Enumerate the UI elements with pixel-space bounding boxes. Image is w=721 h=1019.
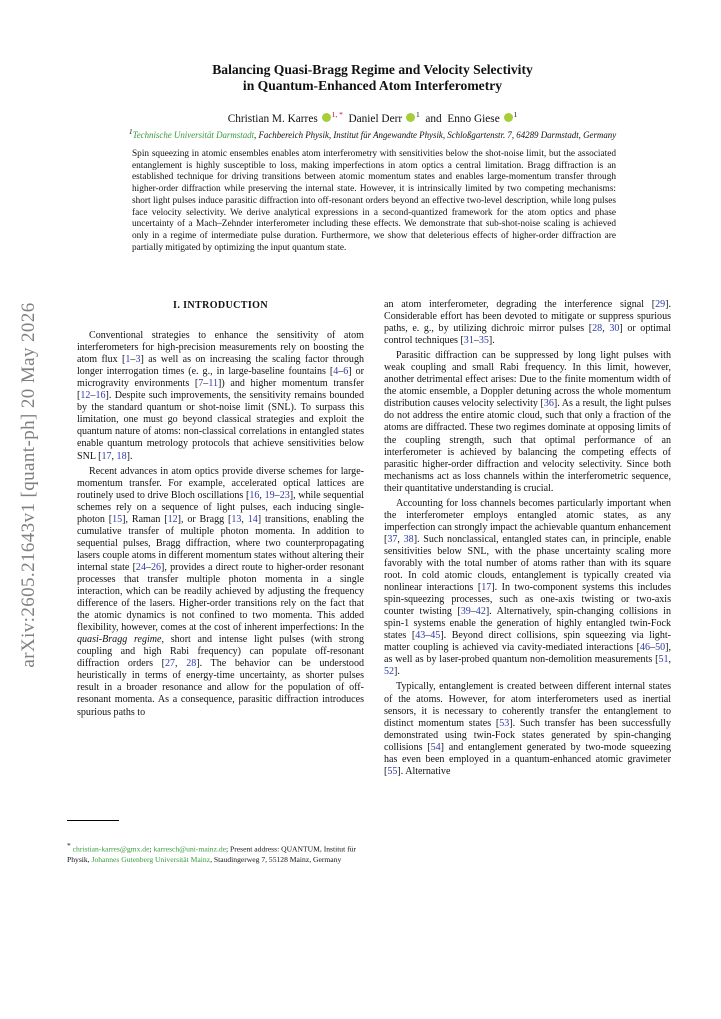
text-run: ], Raman [: [122, 513, 168, 525]
citation-link[interactable]: 35: [478, 335, 489, 347]
citation-link[interactable]: 15: [112, 513, 123, 525]
footnote-address: , Staudingerweg 7, 55128 Mainz, Germany: [210, 854, 342, 864]
text-run: –: [473, 335, 479, 347]
text-run: Accounting for loss channels becomes particularly important when the interferometer employs entangled atomic states, as any imperfection can strongly impact the achievable quantum enhancement [: [384, 497, 671, 545]
citation-link[interactable]: 6: [343, 366, 349, 378]
citation-link[interactable]: 42: [475, 606, 486, 618]
text-run: ]. As a result, the light pulses do not address the entire atomic cloud, such that only a fraction of the atoms are diffracted. These two regimes dominate at opposing limits of the coupling strength, such that optimal performance of an interferometer is achieved by balancing the competing effects of parasitic higher-order diffraction and velocity selectivity. Since both mechanisms act as loss channels within the interferometric sequence, their quantitative understanding is crucial.: [384, 398, 671, 494]
citation-link[interactable]: 28: [592, 323, 603, 335]
text-run: ].: [394, 666, 400, 678]
citation-link[interactable]: 11: [208, 378, 219, 390]
text-run: ,: [602, 323, 610, 335]
citation-link[interactable]: 12: [167, 513, 178, 525]
affiliation-address: , Fachbereich Physik, Institut für Angewandte Physik, Schloßgartenstr. 7, 64289 Darmstadt, Germany: [254, 129, 617, 140]
citation-link[interactable]: 30: [609, 323, 620, 335]
author-derr-affil: 1: [415, 110, 420, 119]
citation-link[interactable]: 13: [231, 513, 242, 525]
text-run: ].: [488, 335, 495, 347]
text-run: –: [130, 354, 136, 366]
orcid-icon[interactable]: [504, 113, 513, 122]
citation-link[interactable]: 39: [460, 606, 471, 618]
paper-title: [120, 62, 625, 94]
text-run: ,: [668, 654, 671, 666]
footnote-institution-link[interactable]: Johannes Gutenberg Universität Mainz: [91, 854, 211, 864]
arxiv-identifier: arXiv:2605.21643v1 [quant-ph] 20 May 2026: [18, 302, 39, 668]
text-run: ]. The behavior can be understood heuristically in terms of energy-time uncertainty, as shorter pulses result in a broader resonance and allow for the population of off-resonant momenta. As a consequence, parasitic diffraction introduces spurious paths to: [77, 658, 364, 718]
right-column: [384, 299, 671, 781]
text-run: ], provides a direct route to higher-order resonant processes that transfer multiple photon momenta in a single interaction, which can be readily achieved by adjusting the frequency difference of the lasers. Higher-order transitions rely on the fact that the atomic dynamics is not confined to two momenta. This added flexibility, however, comes at the cost of inherent imperfections: In the: [77, 561, 364, 634]
email-link-mainz[interactable]: karresch@uni-mainz.de: [153, 844, 227, 854]
text-run: ] or microgravity environments [: [77, 366, 365, 390]
text-run: ] or optimal control techniques [: [384, 323, 671, 347]
author-karres-affil: 1, *: [331, 110, 343, 119]
citation-link[interactable]: 19: [264, 489, 275, 501]
citation-link[interactable]: 27: [164, 658, 176, 670]
citation-link[interactable]: 43: [415, 630, 426, 642]
email-link-gmx[interactable]: christian-karres@gmx.de: [72, 844, 150, 854]
text-run: ]. Alternatively, spin-changing collisions in spin-1 systems enable the generation of highly entangled twin-Fock states [: [384, 606, 671, 642]
text-run: –: [274, 489, 280, 501]
citation-link[interactable]: 23: [279, 489, 290, 501]
text-run: –: [470, 606, 476, 618]
citation-link[interactable]: 14: [247, 513, 258, 525]
text-run: , short and intense light pulses (with strong coupling and high Rabi frequency) can populate off-resonant diffraction orders [: [77, 634, 365, 670]
text-run: ]. Beyond direct collisions, spin squeezing via light-matter coupling is achieved via cavity-mediated interactions [: [384, 630, 671, 654]
text-run: Parasitic diffraction can be suppressed by long light pulses with weak coupling and small Rabi frequency. In this limit, however, another detrimental effect arises: Due to the finite momentum width of the atomic ensemble, a Doppler detuning across the whole momentum distribution causes velocity selectivity [: [384, 350, 671, 410]
citation-link[interactable]: 16: [249, 489, 260, 501]
paragraph: [77, 330, 364, 463]
section-heading-introduction: I. INTRODUCTION: [173, 300, 268, 311]
footnote-marker: *: [67, 841, 71, 850]
text-run: ,: [241, 513, 248, 525]
citation-link[interactable]: 55: [387, 765, 398, 777]
author-giese: Enno Giese: [447, 112, 500, 125]
text-run: ,: [259, 489, 265, 501]
author-and: and: [425, 112, 442, 125]
citation-link[interactable]: 16: [95, 390, 106, 402]
paragraph: [384, 498, 671, 679]
citation-link[interactable]: 17: [101, 450, 112, 462]
text-run: –: [90, 390, 96, 402]
text-run: ]. Despite such improvements, the sensitivity remains bounded by the standard quantum or shot-noise limit (SNL). To surpass this limitation, one must go beyond classical strategies and exploit the quantum nature of atoms: non-classical correlations in entangled states enable quantum metrology protocols that achieve sensitivities below SNL [: [77, 390, 364, 462]
citation-link[interactable]: 45: [430, 630, 441, 642]
text-run: –: [650, 642, 656, 654]
paragraph: [384, 681, 671, 777]
abstract: Spin squeezing in atomic ensembles enables atom interferometry with sensitivities below the shot-noise limit, but the associated entanglement is highly susceptible to loss, making imperfections in atom optics a central limitation. Bragg diffraction is an established technique for driving transitions between atomic momentum states and enables large-momentum transfer through higher-order diffraction while preserving the internal state. However, it is intrinsically limited by two competing mechanisms: short light pulses induce parasitic diffraction into off-resonant orders beyond an effective two-level description, while long pulses face velocity selectivity. We derive analytical expressions in a second-quantized framework for the atom optics and phase uncertainty of a Mach–Zehnder interferometer including these effects. We demonstrate that sub-shot-noise scaling is achieved only in a regime of intermediate pulse duration. Furthermore, we show that deleterious effects of higher-order diffraction are partially mitigated by optimizing the input quantum state.: [132, 149, 616, 253]
text-run: ], while sequential schemes rely on a sequence of light pulses, each inducing single-photon [: [77, 489, 365, 525]
citation-link[interactable]: 53: [499, 717, 510, 729]
text-run: ,: [397, 533, 404, 545]
text-run: ]. Considerable effort has been devoted to mitigate or suppress spurious paths, e. g., by utilizing dichroic mirror pulses [: [384, 299, 671, 335]
left-column: [77, 299, 364, 722]
citation-link[interactable]: 36: [543, 398, 554, 410]
author-list: [100, 110, 645, 125]
text-run: ], or Bragg [: [177, 513, 232, 525]
text-run: ]. Alternative: [397, 765, 451, 777]
title-line-1: Balancing Quasi-Bragg Regime and Velocity Selectivity: [212, 62, 533, 77]
paragraph: [384, 299, 671, 347]
footnote-rule: [67, 820, 119, 821]
text-run: Typically, entanglement is created between different internal states of the atoms. However, for atom interferometers used as inertial sensors, it is necessary to coherently transfer the entanglement to distinct momentum states [: [384, 681, 671, 729]
citation-link[interactable]: 52: [384, 666, 395, 678]
citation-link[interactable]: 24: [135, 561, 146, 573]
citation-link[interactable]: 17: [481, 582, 492, 594]
citation-link[interactable]: 3: [135, 354, 141, 366]
text-run: –: [145, 561, 151, 573]
citation-link[interactable]: 1: [125, 354, 131, 366]
citation-link[interactable]: 28: [186, 658, 197, 670]
arxiv-sidebar-stamp: [8, 270, 50, 700]
text-run: ,: [175, 658, 187, 670]
author-giese-affil: 1: [513, 110, 518, 119]
author-derr: Daniel Derr: [348, 112, 403, 125]
citation-link[interactable]: 26: [151, 561, 162, 573]
footnote-present-address: ; Present address: QUANTUM, Institut für Physik,: [67, 844, 356, 864]
orcid-icon[interactable]: [406, 113, 415, 122]
paragraph: [77, 466, 364, 719]
text-run: –: [425, 630, 431, 642]
text-run: ,: [111, 450, 117, 462]
paragraph: [384, 350, 671, 495]
affiliation-number: 1: [128, 127, 133, 136]
text-run: ]. In two-component systems this includes spin-squeezing processes, such as one-axis twisting or two-axis counter twisting [: [384, 582, 671, 618]
text-run: ].: [126, 450, 133, 462]
citation-link[interactable]: 46: [640, 642, 651, 654]
citation-link[interactable]: 50: [655, 642, 666, 654]
citation-link[interactable]: 37: [387, 533, 398, 545]
text-run: an atom interferometer, degrading the interference signal [: [384, 299, 656, 310]
text-run: ] as well as on increasing the scaling factor through longer interrogation times (e. g., in large-baseline fountains [: [77, 354, 364, 378]
footnote-separator: ;: [149, 844, 154, 854]
text-run: ]. Such nonclassical, entangled states can, in principle, enable sensitivities below SNL, with the phase uncertainty scaling more favorably with the total number of atoms rather than with its square root. In cold atomic clouds, entanglement is typically created via nonlinear interactions [: [384, 533, 671, 594]
text-run: –: [203, 378, 209, 390]
citation-link[interactable]: 29: [655, 299, 666, 310]
text-run: ] transitions, enabling the cumulative transfer of multiple photon momenta. In addition to sequential pulses, Bragg diffraction, where two counterpropagating lasers couple atoms in different momentum states without altering their internal state [: [77, 513, 364, 573]
citation-link[interactable]: 31: [463, 335, 474, 347]
orcid-icon[interactable]: [322, 113, 331, 122]
text-run: quasi-Bragg regime: [77, 634, 162, 646]
text-run: ]. Such transfer has been successfully demonstrated using twin-Fock states generated by spin-changing collisions [: [384, 717, 671, 753]
affiliation-institution-link[interactable]: Technische Universität Darmstadt: [132, 129, 255, 140]
author-karres: Christian M. Karres: [227, 112, 318, 125]
citation-link[interactable]: 12: [80, 390, 91, 402]
text-run: –: [338, 366, 344, 378]
footnote: [67, 841, 365, 865]
citation-link[interactable]: 38: [403, 533, 414, 545]
text-run: ]) and higher momentum transfer [: [77, 378, 364, 402]
citation-link[interactable]: 51: [658, 654, 669, 666]
text-run: Recent advances in atom optics provide diverse schemes for large-momentum transfer. For example, accelerated optical lattices are routinely used to drive Bloch oscillations [: [77, 465, 364, 501]
text-run: Conventional strategies to enhance the sensitivity of atom interferometers for high-precision measurements rely on boosting the atom flux [: [77, 330, 364, 366]
title-line-2: in Quantum-Enhanced Atom Interferometry: [242, 78, 503, 93]
citation-link[interactable]: 7: [198, 378, 204, 390]
text-run: ] and entanglement generated by two-mode squeezing has even been employed in a quantum-enhanced atomic gravimeter [: [384, 741, 671, 777]
text-run: ], as well as by laser-probed quantum non-demolition measurements [: [384, 642, 671, 666]
citation-link[interactable]: 18: [116, 450, 127, 462]
affiliation: [60, 127, 685, 140]
citation-link[interactable]: 4: [333, 366, 339, 378]
citation-link[interactable]: 54: [430, 741, 441, 753]
